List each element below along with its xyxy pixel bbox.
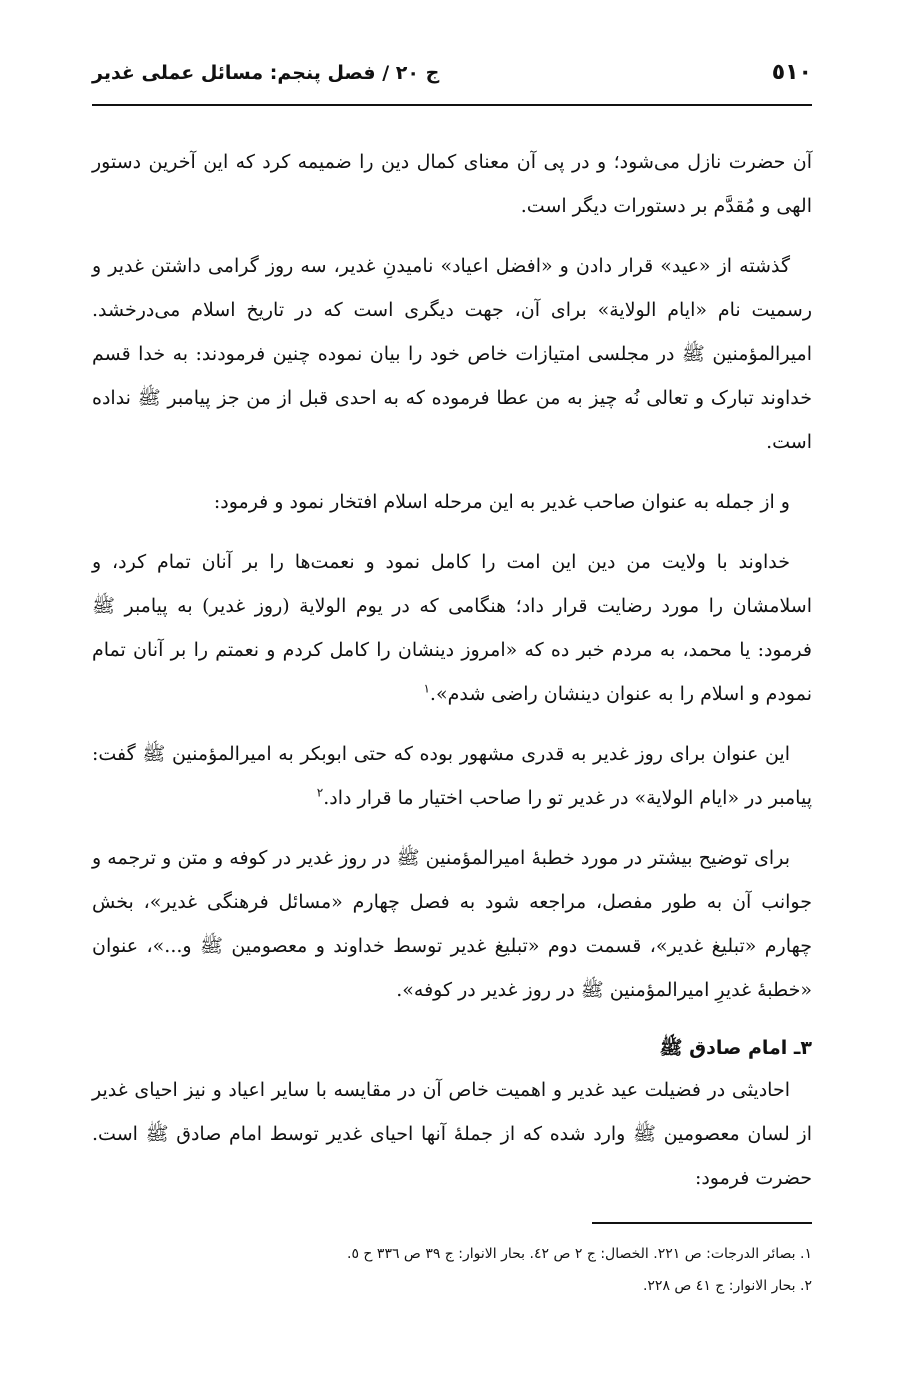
body-text: [92, 140, 812, 1200]
footnotes: [92, 1238, 812, 1302]
paragraph-3: [92, 480, 812, 524]
footnote-1: ١. بصائر الدرجات: ص ٢٢١. الخصال: ج ٢ ص ٤٢. بحار الانوار: ج ٣٩ ص ٣٣٦ ح ٥.: [347, 1246, 812, 1262]
running-header: [92, 60, 812, 106]
footnote-2: ٢. بحار الانوار: ج ٤١ ص ٢٢٨.: [642, 1278, 812, 1294]
paragraph-6: [92, 836, 812, 1012]
footnote-marker-2[interactable]: ٢: [316, 785, 324, 800]
paragraph-6-text: برای توضیح بیشتر در مورد خطبهٔ امیرالمؤمنین ﷺ در روز غدیر در کوفه و متن و ترجمه و جوانب آن به طور مفصل، مراجعه شود به فصل چهارم «مسائل فرهنگی غدیر»، بخش چهارم «تبلیغ غدیر»، قسمت دوم «تبلیغ غدیر توسط خداوند و معصومین ﷺ و...»، عنوان «خطبهٔ غدیرِ امیرالمؤمنین ﷺ در روز غدیر در کوفه».: [92, 847, 812, 1001]
book-page: [92, 60, 812, 1302]
paragraph-5: [92, 732, 812, 820]
paragraph-7: [92, 1068, 812, 1200]
running-header-title: ج ٢٠ / فصل پنجم: مسائل عملی غدیر: [92, 62, 440, 84]
paragraph-7-text: احادیثی در فضیلت عید غدیر و اهمیت خاص آن در مقایسه با سایر اعیاد و نیز احیای غدیر از لسان معصومین ﷺ وارد شده که از جملهٔ آنها احیای غدیر توسط امام صادق ﷺ است. حضرت فرمود:: [92, 1079, 812, 1189]
paragraph-5-text: این عنوان برای روز غدیر به قدری مشهور بوده که حتی ابوبکر به امیرالمؤمنین ﷺ گفت: پیامبر در «ایام الولایة» در غدیر تو را صاحب اختیار ما قرار داد.: [92, 743, 812, 809]
paragraph-2-text: گذشته از «عید» قرار دادن و «افضل اعیاد» نامیدنِ غدیر، سه روز گرامی داشتن غدیر و رسمیت نام «ایام الولایة» برای آن، جهت دیگری است که در تاریخ اسلام می‌درخشد. امیرالمؤمنین ﷺ در مجلسی امتیازات خاص خود را بیان نموده چنین فرمودند: به خدا قسم خداوند تبارک و تعالی نُه چیز به من عطا فرموده که به احدی قبل از من جز پیامبر ﷺ نداده است.: [92, 255, 812, 453]
paragraph-1-text: آن حضرت نازل می‌شود؛ و در پی آن معنای کمال دین را ضمیمه کرد که این آخرین دستور الهی و مُقدَّم بر دستورات دیگر است.: [92, 151, 812, 217]
paragraph-3-text: و از جمله به عنوان صاحب غدیر به این مرحله اسلام افتخار نمود و فرمود:: [213, 491, 790, 513]
footnote-marker-1[interactable]: ١: [423, 681, 430, 696]
footnote-divider: [592, 1222, 812, 1224]
section-heading: ٣ـ امام صادق ﷺ: [659, 1037, 812, 1059]
page-number: ٥١٠: [771, 60, 812, 85]
paragraph-2: [92, 244, 812, 464]
paragraph-4: [92, 540, 812, 716]
paragraph-1: [92, 140, 812, 228]
paragraph-4-text: خداوند با ولایت من دین این امت را کامل نمود و نعمت‌ها را بر آنان تمام کرد، و اسلامشان را مورد رضایت قرار داد؛ هنگامی که در یوم الولایة (روز غدیر) به پیامبر ﷺ فرمود: یا محمد، به مردم خبر ده که «امروز دینشان را کامل کردم و نعمتم را بر آنان تمام نمودم و اسلام را به عنوان دینشان راضی شدم».: [92, 551, 812, 705]
